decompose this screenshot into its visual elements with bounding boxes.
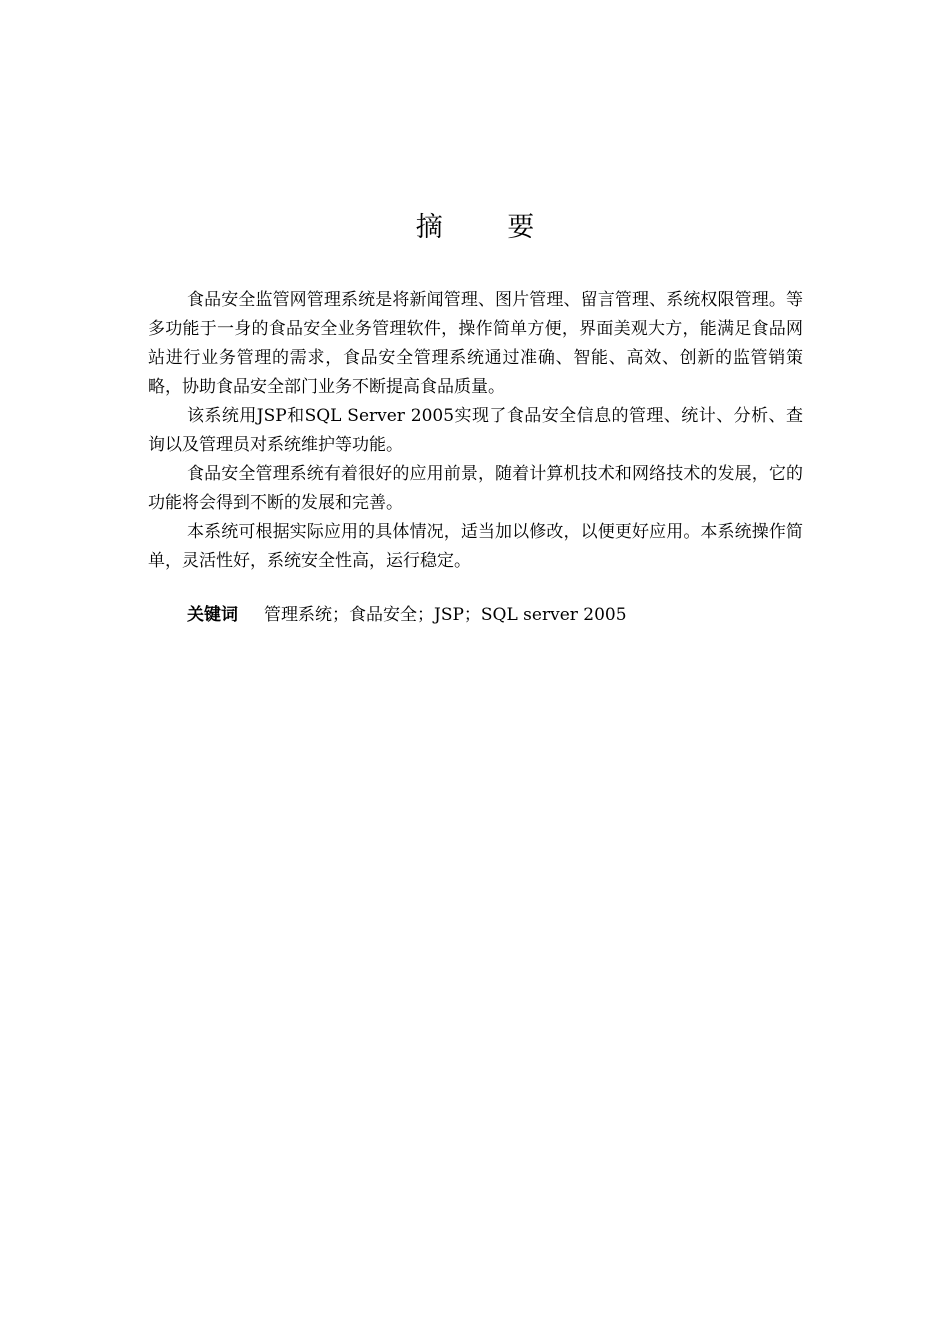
abstract-paragraph-3: 食品安全管理系统有着很好的应用前景，随着计算机技术和网络技术的发展，它的功能将会得到不断的发展和完善。 [148, 464, 803, 513]
abstract-paragraph-4: 本系统可根据实际应用的具体情况，适当加以修改，以便更好应用。本系统操作简单，灵活性好，系统安全性高，运行稳定。 [148, 522, 803, 571]
keywords-line [187, 601, 803, 630]
abstract-paragraph-2: 该系统用JSP和SQL Server 2005实现了食品安全信息的管理、统计、分析、查询以及管理员对系统维护等功能。 [148, 406, 803, 455]
keywords-label: 关键词 [187, 605, 238, 625]
abstract-paragraph-1: 食品安全监管网管理系统是将新闻管理、图片管理、留言管理、系统权限管理。等多功能于一身的食品安全业务管理软件，操作简单方便，界面美观大方，能满足食品网站进行业务管理的需求，食品安全管理系统通过准确、智能、高效、创新的监管销策略，协助食品安全部门业务不断提高食品质量。 [148, 290, 803, 397]
abstract-body [148, 286, 803, 576]
abstract-title: 摘 要 [415, 212, 563, 243]
keywords-text: 管理系统；食品安全；JSP；SQL server 2005 [264, 605, 627, 625]
